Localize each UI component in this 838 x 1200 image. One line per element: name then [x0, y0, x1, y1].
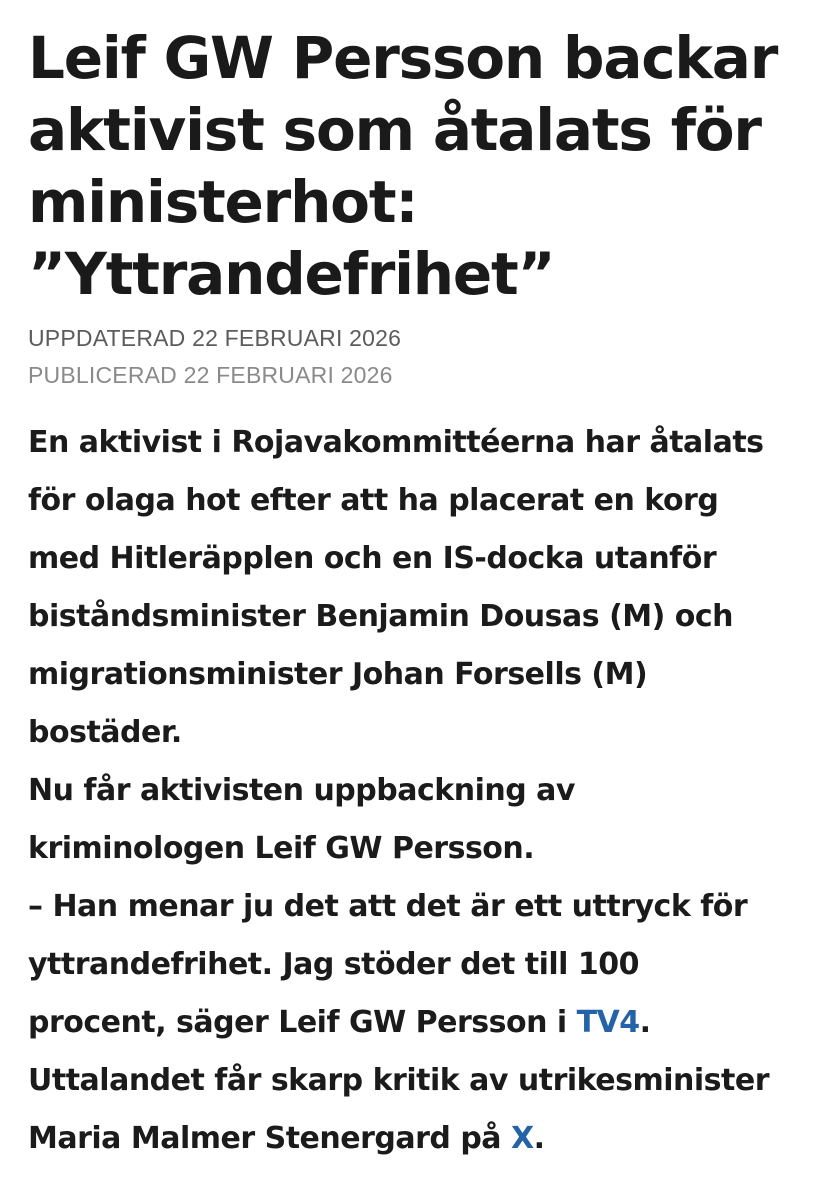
body-line: En aktivist i Rojavakommittéerna har åtalats — [28, 425, 764, 460]
body-text: procent, säger Leif GW Persson i — [28, 1005, 577, 1040]
article-meta — [28, 320, 828, 394]
body-line: Uttalandet får skarp kritik av utrikesminister — [28, 1063, 770, 1098]
body-line: biståndsminister Benjamin Dousas (M) och — [28, 599, 734, 634]
headline-line: aktivist som åtalats för — [28, 96, 761, 164]
headline-line: Leif GW Persson backar — [28, 24, 778, 92]
body-line: migrationsminister Johan Forsells (M) — [28, 657, 648, 692]
headline-line: ”Yttrandefrihet” — [28, 240, 555, 308]
body-line: kriminologen Leif GW Persson. — [28, 831, 535, 866]
updated-timestamp: UPPDATERAD 22 FEBRUARI 2026 — [28, 325, 402, 351]
body-line: Nu får aktivisten uppbackning av — [28, 773, 575, 808]
body-line: yttrandefrihet. Jag stöder det till 100 — [28, 947, 640, 982]
tv4-link[interactable]: TV4 — [576, 1005, 640, 1040]
body-line: – Han menar ju det att det är ett uttryck för — [28, 889, 748, 924]
body-line: för olaga hot efter att ha placerat en korg — [28, 483, 719, 518]
body-line-with-tv4-link — [28, 994, 828, 1052]
x-link[interactable]: X — [510, 1121, 534, 1156]
article — [28, 22, 828, 1168]
body-text: . — [533, 1121, 545, 1156]
body-line: med Hitleräpplen och en IS-docka utanför — [28, 541, 717, 576]
body-text: Maria Malmer Stenergard på — [28, 1121, 511, 1156]
body-text: . — [639, 1005, 651, 1040]
article-body — [28, 414, 828, 1168]
body-line: bostäder. — [28, 715, 182, 750]
body-line-with-x-link — [28, 1110, 828, 1168]
headline — [28, 22, 818, 310]
published-timestamp: PUBLICERAD 22 FEBRUARI 2026 — [28, 362, 393, 388]
headline-line: ministerhot: — [28, 168, 418, 236]
